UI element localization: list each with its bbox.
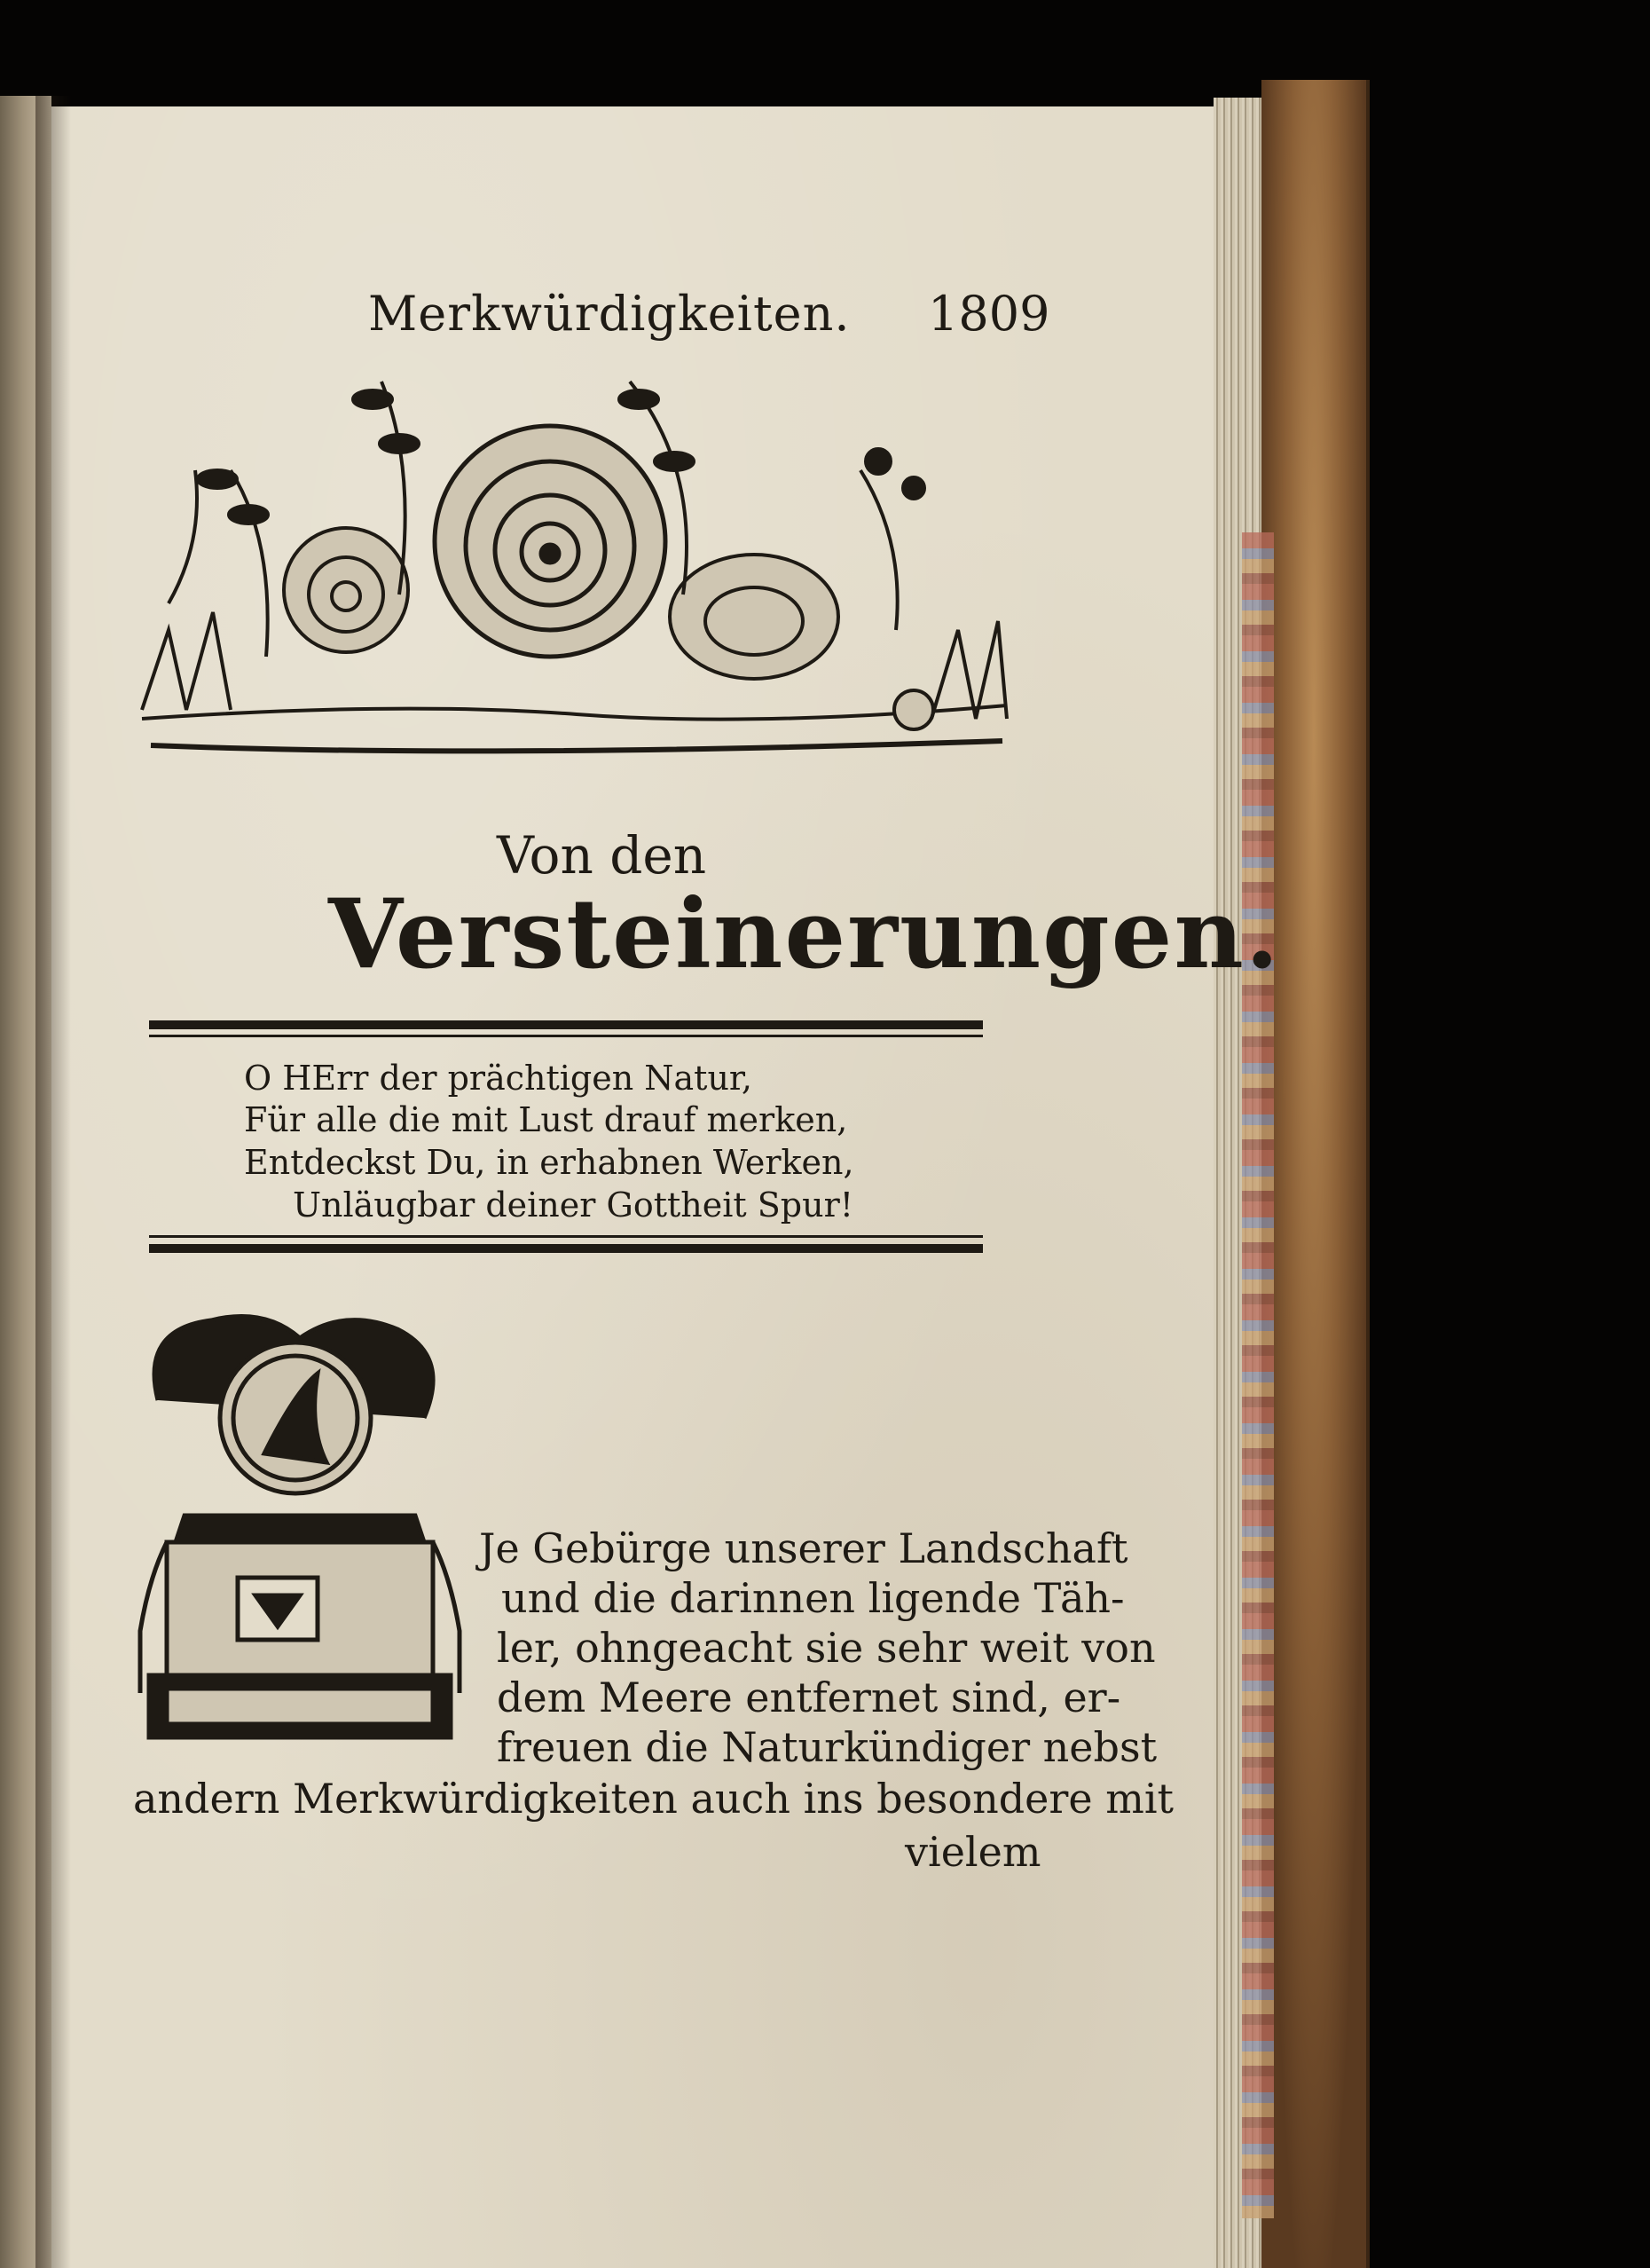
right-shell xyxy=(670,555,933,729)
rule-top-thin xyxy=(149,1035,983,1037)
page-number: 1809 xyxy=(928,286,1050,342)
body-line: ler, ohngeacht sie sehr weit von xyxy=(497,1624,1156,1672)
headpiece-woodcut xyxy=(133,364,1011,781)
verse-line: Unläugbar deiner Gottheit Spur! xyxy=(293,1185,854,1225)
decorated-initial-woodcut xyxy=(131,1311,468,1755)
body-line: freuen die Naturkündiger nebst xyxy=(497,1723,1158,1771)
title-line-large: Versteinerungen. xyxy=(328,878,1281,990)
running-title: Merkwürdigkeiten. xyxy=(368,286,851,342)
catchword: vielem xyxy=(905,1828,1041,1876)
left-ammonite xyxy=(284,528,408,652)
rule-bottom-thick xyxy=(149,1244,983,1253)
verse-line: Für alle die mit Lust drauf merken, xyxy=(244,1100,848,1139)
body-line: andern Merkwürdigkeiten auch ins besondere mit xyxy=(133,1775,1175,1823)
leather-cover xyxy=(1261,80,1370,2268)
verse-line: O HErr der prächtigen Natur, xyxy=(244,1059,752,1098)
rule-bottom-thin xyxy=(149,1235,983,1238)
title-line-small: Von den xyxy=(497,825,707,886)
large-ammonite xyxy=(435,426,665,657)
verse-line: Entdeckst Du, in erhabnen Werken, xyxy=(244,1143,854,1182)
marbled-endpaper xyxy=(1242,532,1274,2218)
body-line: und die darinnen ligende Täh- xyxy=(501,1574,1125,1622)
body-line: dem Meere entfernet sind, er- xyxy=(497,1673,1121,1721)
rule-top-thick xyxy=(149,1020,983,1029)
body-line: Je Gebürge unserer Landschaft xyxy=(479,1524,1128,1572)
spine-shadow xyxy=(35,96,71,2268)
